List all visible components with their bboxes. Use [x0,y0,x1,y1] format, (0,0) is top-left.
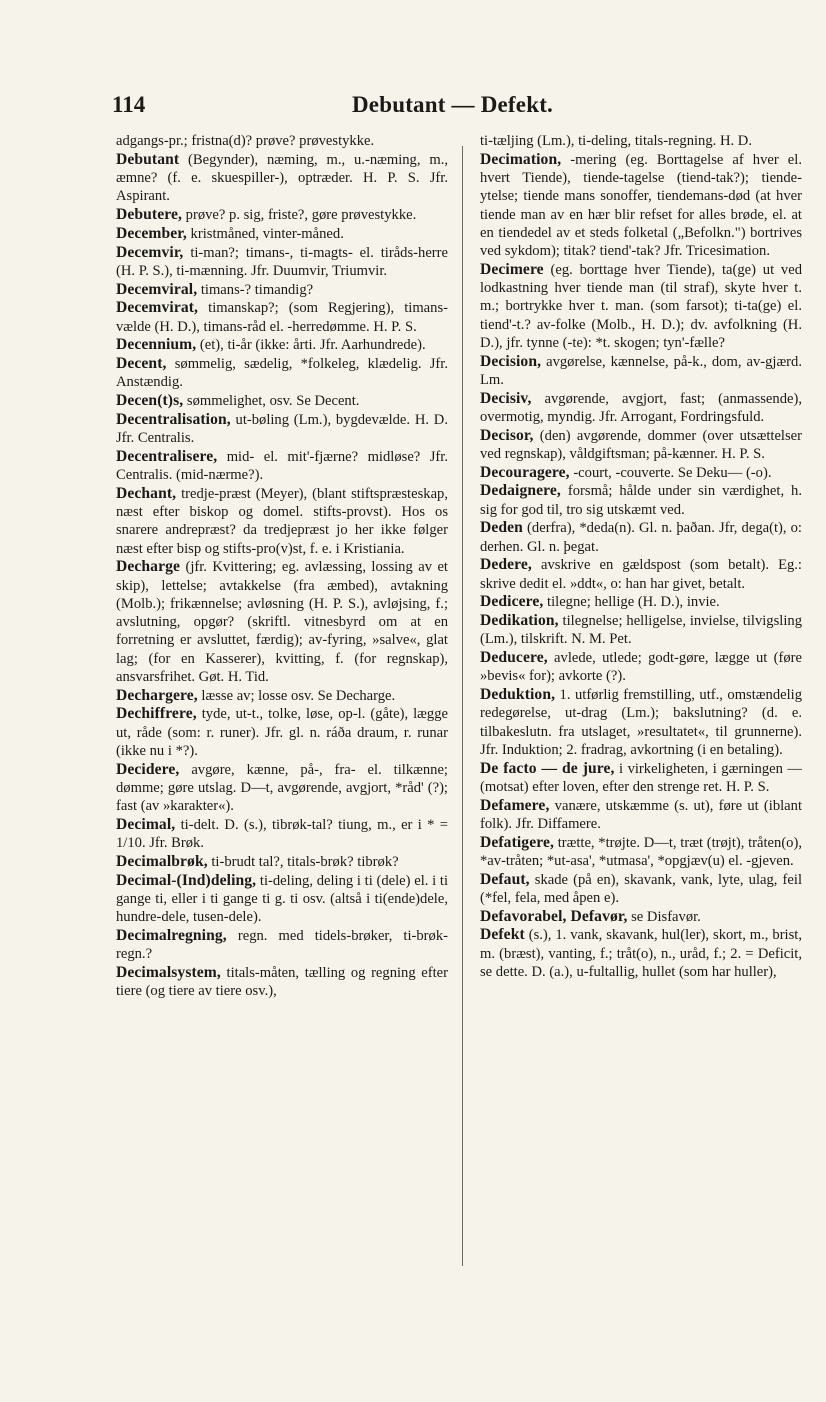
entry-headword: Defatigere, [480,833,554,851]
dictionary-entry [116,927,448,964]
running-title: Debutant — Defekt. [352,92,553,117]
entry-definition: tyde, ut-t., tolke, løse, op-l. (gåte), lægge ut, råde (som: r. runer). Jfr. gl. n. ráða draum, r. runar (ikke nu i *?). [116,706,448,759]
dictionary-entry [480,649,802,686]
entry-headword: Dechant, [116,484,177,502]
dictionary-entry [480,151,802,261]
entry-headword: Decisor, [480,426,534,444]
entry-definition: ti-brudt tal?, titals-brøk? tibrøk? [207,853,399,870]
entry-headword: Decent, [116,355,167,372]
entry-definition: ti-delt. D. (s.), tibrøk-tal? tiung, m., er i * = 1/10. Jfr. Brøk. [116,816,448,851]
entry-definition: skade (på en), skavank, vank, lyte, ulag, feil (*fel, fela, med åpen e). [480,871,802,906]
entry-definition: timanskap?; (som Regjering), timans-vælde (H. D.), timans-råd el. -herredømme. H. P. S. [116,300,448,335]
entry-headword: Decimalregning, [116,926,227,944]
left-column [116,132,448,1001]
entry-definition: tilegne; hellige (H. D.), invie. [543,594,720,611]
entry-definition: ti-man?; timans-, ti-magts- el. tiråds-herre (H. P. S.), ti-mænning. Jfr. Duumvir, Triumvir. [116,244,448,279]
entry-headword: Dedicere, [480,593,544,611]
entry-headword: Dedere, [480,556,532,574]
dictionary-entry [116,448,448,485]
dictionary-entry [116,872,448,927]
page-number: 114 [112,92,146,117]
entry-headword: Deden [480,519,523,537]
entry-definition: avskrive en gældspost (som betalt). Eg.: skrive dedit el. »ddt«, o: han har givet, betalt. [480,557,802,592]
entry-headword: Decennium, [116,336,197,354]
entry-definition: timans-? timandig? [197,281,314,298]
entry-definition: (derfra), *deda(n). Gl. n. þaðan. Jfr, dega(t), o: derhen. Gl. n. þegat. [480,520,802,555]
dictionary-entry [116,558,448,686]
entry-headword: Dechiffrere, [116,705,197,723]
entry-definition: sømmelig, sædelig, *folkeleg, klædelig. Jfr. Anstændig. [116,356,448,391]
entry-headword: Decentralisation, [116,410,231,428]
entry-definition: (s.), 1. vank, skavank, hul(ler), skort, m., brist, m. (bræst), vanting, f.; tråt(o), n., uråd, f.; 2. = Deficit, se dette. D. (a.), u-fultallig, hullet (som har huller), [480,927,802,980]
dictionary-entry [116,206,448,224]
dictionary-entry [116,853,448,871]
dictionary-entry [480,871,802,908]
entry-headword: Decemvir, [116,243,184,261]
entry-definition: ti-tæljing (Lm.), ti-deling, titals-regning. H. D. [480,133,752,149]
entry-definition: (Begynder), næming, m., u.-næming, m., æmne? (f. e. skuespiller-), optræder. H. P. S. Jfr. Aspirant. [116,151,448,205]
entry-definition: avgøre, kænne, på-, fra- el. tilkænne; dømme; gøre utslag. D—t, avgørende, avgjort, *råd' (?); fast (av »karakter«). [116,761,448,814]
entry-headword: Decen(t)s, [116,392,184,409]
entry-headword: Decentralisere, [116,447,218,465]
entry-definition: titals-måten, tælling og regning efter tiere (og tiere av tiere osv.), [116,964,448,999]
dictionary-entry [116,336,448,354]
dictionary-entry [116,392,448,410]
entry-definition: -mering (eg. Borttagelse af hver el. hvert Tiende), tiende-tagelse (tiend-tak?); tiende-ytelse; tiende mans sonoffer, tiendemans-død (at hver tiende man av en hær blir refset for alles brøde, el. at en tiendedel av et steds folketal („Befolkn.") bortrives ved sykdom); titak? tiend'-tak? Jfr. Tricesimation. [480,151,802,259]
dictionary-entry [480,686,802,759]
dictionary-entry [116,244,448,281]
dictionary-entry [480,427,802,464]
entry-headword: Debutere, [116,206,183,223]
column-divider [462,146,463,1266]
entry-definition: avgørelse, kænnelse, på-k., dom, av-gjærd. Lm. [480,353,802,388]
entry-headword: Decharge [116,558,181,576]
dictionary-entry [480,593,802,611]
entry-definition: prøve? p. sig, friste?, gøre prøvestykke. [182,207,417,223]
dictionary-entry [116,281,448,299]
dictionary-entry [480,556,802,593]
entry-definition: trætte, *trøjte. D—t, træt (trøjt), tråten(o), *av-tråten; *ut-asa', *utmasa', *opgjæv(u) el. -gjeven. [480,834,802,869]
dictionary-entry [480,519,802,556]
entry-headword: De facto — de jure, [480,759,615,777]
entry-headword: December, [116,224,187,242]
entry-definition: 1. utførlig fremstilling, utf., omstændelig redegørelse, ut-drag (Lm.); bakslutning? (d. e. tilbakeslutn. fra utslaget, »resultatet«, til grunnerne). Jfr. Induktion; 2. fradrag, avkortning (i en betaling). [480,687,802,758]
entry-headword: Deducere, [480,649,548,666]
entry-definition: tredje-præst (Meyer), (blant stiftspræsteskap, næst efter biskop og domel. stifts-provst). Hos os snarere andrepræst? da tredjepræst jo her ikke følger næst efter bisp og stifts-pro(v)st, f. e. i Kristiania. [116,485,448,557]
entry-headword: Decemviral, [116,280,198,298]
entry-definition: (eg. borttage hver Tiende), ta(ge) ut ved lodkastning hver tiende man (til straf), skyte hver t. m.; bortrykke hver t. man. (som farsot); ti-ta(ge) el. tiend'-t.? av-folke (Molb., H. D.); dv. avfolkning (H. D.), jfr. tynne (-te): *t. skogen; tyn'-fælle? [480,261,802,351]
dictionary-entry [116,761,448,816]
dictionary-entry [480,261,802,352]
entry-definition: ti-deling, deling i ti (dele) el. i ti gange ti, eller i ti gange ti g. ti osv. (altså i ti(ende)dele, hundre-dele, tusen-dele). [116,872,448,925]
entry-definition: ut-bøling (Lm.), bygdevælde. H. D. Jfr. Centralis. [116,411,448,446]
entry-headword: Defavorabel, Defavør, [480,907,628,925]
entry-definition: adgangs-pr.; fristna(d)? prøve? prøvestykke. [116,133,375,149]
dictionary-entry [480,760,802,797]
dictionary-entry [116,411,448,448]
dictionary-entry [116,151,448,206]
dictionary-entry [116,816,448,853]
dictionary-entry [116,299,448,336]
dictionary-entry [480,390,802,427]
entry-headword: Decisiv, [480,389,532,407]
entry-definition: (den) avgørende, dommer (over utsættelser ved regnskap), våldgiftsman; på-kænner. H. P. S. [480,427,802,462]
dictionary-entry [480,132,802,150]
entry-headword: Decimalbrøk, [116,852,208,870]
entry-definition: læsse av; losse osv. Se Decharge. [197,687,396,704]
entry-headword: Decemvirat, [116,299,199,317]
entry-definition: avlede, utlede; godt-gøre, lægge ut (føre »bevis« for); avkorte (?). [480,650,802,685]
entry-definition: i virkeligheten, i gærningen — (motsat) efter loven, efter den strenge ret. H. P. S. [480,760,802,795]
dictionary-entry [480,482,802,519]
entry-headword: Dedaignere, [480,482,561,500]
dictionary-entry [116,485,448,558]
dictionary-entry [116,132,448,150]
entry-headword: Decidere, [116,760,180,778]
entry-headword: Defekt [480,926,525,944]
entry-headword: Decimalsystem, [116,963,221,981]
entry-headword: Decimation, [480,150,562,168]
dictionary-entry [116,225,448,243]
entry-headword: Decimere [480,260,544,278]
entry-definition: vanære, utskæmme (s. ut), føre ut (iblant folk). Jfr. Diffamere. [480,797,802,832]
dictionary-entry [116,705,448,760]
dictionary-entry [480,926,802,981]
entry-headword: Decouragere, [480,463,570,481]
dictionary-entry [116,687,448,705]
dictionary-entry [480,353,802,390]
entry-definition: regn. med tidels-brøker, ti-brøk-regn.? [116,927,448,962]
entry-definition: sømmelighet, osv. Se Decent. [183,393,360,409]
entry-headword: Defaut, [480,870,530,888]
entry-definition: mid- el. mit'-fjærne? midløse? Jfr. Centralis. (mid-nærme?). [116,448,448,483]
entry-headword: Defamere, [480,796,550,814]
entry-definition: se Disfavør. [627,908,701,925]
entry-headword: Decimal, [116,815,176,833]
dictionary-entry [116,964,448,1001]
entry-definition: (jfr. Kvittering; eg. avlæssing, lossing av et skip), lettelse; avtakkelse (fra æmbed), avtakning (Molb.); frikænnelse; avløsning (H. P. S.), avløjsing, f.; avslutning, opgør? (skriftl. vitnesbyrd om at en forretning er avsluttet, færdig); av-fyring, »salve«, glat lag; (for en Kasserer), kvitting, f. (for regnskap), ansvarsfrihet. Gøt. H. Tid. [116,559,448,685]
entry-definition: tilegnelse; helligelse, invielse, tilvigsling (Lm.), tilskrift. N. M. Pet. [480,613,802,648]
entry-definition: forsmå; hålde under sin værdighet, h. sig for god til, tro sig utskæmt ved. [480,483,802,518]
entry-definition: -court, -couverte. Se Deku— (-o). [569,464,772,481]
entry-headword: Debutant [116,150,180,168]
dictionary-entry [480,464,802,482]
dictionary-entry [116,355,448,392]
dictionary-entry [480,834,802,871]
entry-headword: Dedikation, [480,612,559,629]
entry-headword: Decision, [480,352,542,370]
dictionary-entry [480,908,802,926]
entry-headword: Decimal-(Ind)deling, [116,871,257,889]
page-header [112,92,764,122]
dictionary-entry [480,797,802,834]
entry-headword: Deduktion, [480,686,556,703]
entry-definition: (et), ti-år (ikke: årti. Jfr. Aarhundrede). [196,337,426,354]
entry-definition: kristmåned, vinter-måned. [186,225,344,242]
dictionary-entry [480,612,802,649]
entry-definition: avgørende, avgjort, fast; (anmassende), overmotig, myndig. Jfr. Arrogant, Fordringsfuld. [480,390,802,425]
entry-headword: Dechargere, [116,686,198,704]
right-column [480,132,802,982]
